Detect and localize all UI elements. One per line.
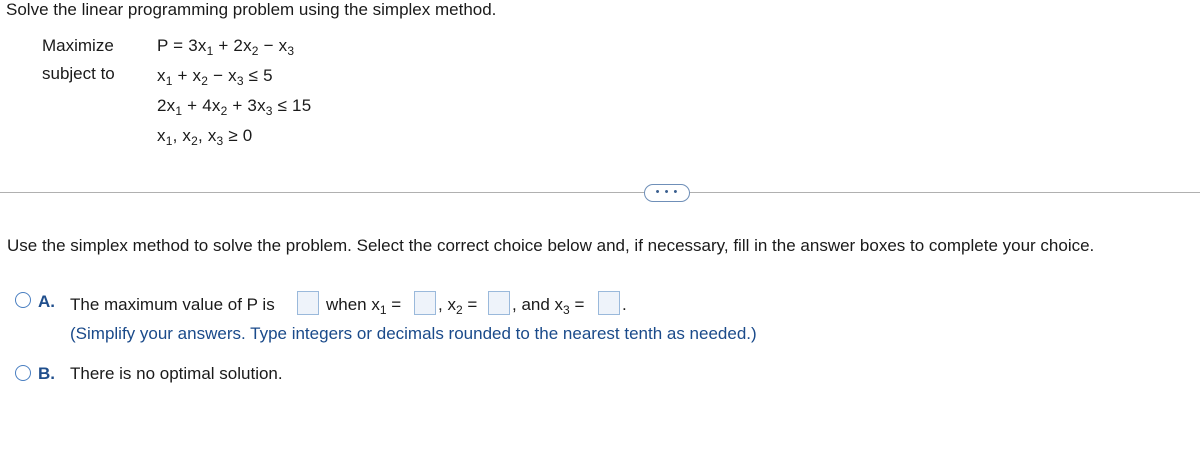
option-a-radio[interactable]: [15, 292, 31, 308]
option-a-text: The maximum value of P is: [70, 295, 275, 314]
option-b-radio[interactable]: [15, 365, 31, 381]
constraint-1: $x_1 + x_2 - x_3 \le 5$: [157, 66, 273, 88]
expand-more-button[interactable]: • • •: [644, 184, 690, 202]
x3-label: , and $x_3$ =: [512, 295, 585, 317]
objective-function: $P = 3x_1 + 2x_2 - x_3$: [157, 36, 295, 58]
x1-input[interactable]: [414, 291, 436, 315]
max-value-input[interactable]: [297, 291, 319, 315]
option-a-period: .: [622, 295, 627, 314]
option-a-letter: A.: [38, 292, 55, 311]
option-b-letter: B.: [38, 364, 55, 383]
question-title: Solve the linear programming problem using the simplex method.: [6, 0, 497, 19]
x3-input[interactable]: [598, 291, 620, 315]
x2-label: , $x_2$ =: [438, 295, 478, 317]
section-divider: [0, 192, 1200, 193]
option-b-text: There is no optimal solution.: [70, 364, 283, 383]
x2-input[interactable]: [488, 291, 510, 315]
constraint-3: $x_1$, $x_2$, $x_3 \ge 0$: [157, 126, 253, 148]
answer-hint: (Simplify your answers. Type integers or decimals rounded to the nearest tenth as needed.): [70, 324, 757, 343]
when-x1-label: when $x_1$ =: [326, 295, 402, 317]
instruction-text: Use the simplex method to solve the problem. Select the correct choice below and, if necessary, fill in the answer boxes to complete your choice.: [7, 236, 1095, 255]
subject-to-label: subject to: [42, 64, 115, 83]
maximize-label: Maximize: [42, 36, 114, 55]
constraint-2: $2x_1 + 4x_2 + 3x_3 \le 15$: [157, 96, 312, 118]
